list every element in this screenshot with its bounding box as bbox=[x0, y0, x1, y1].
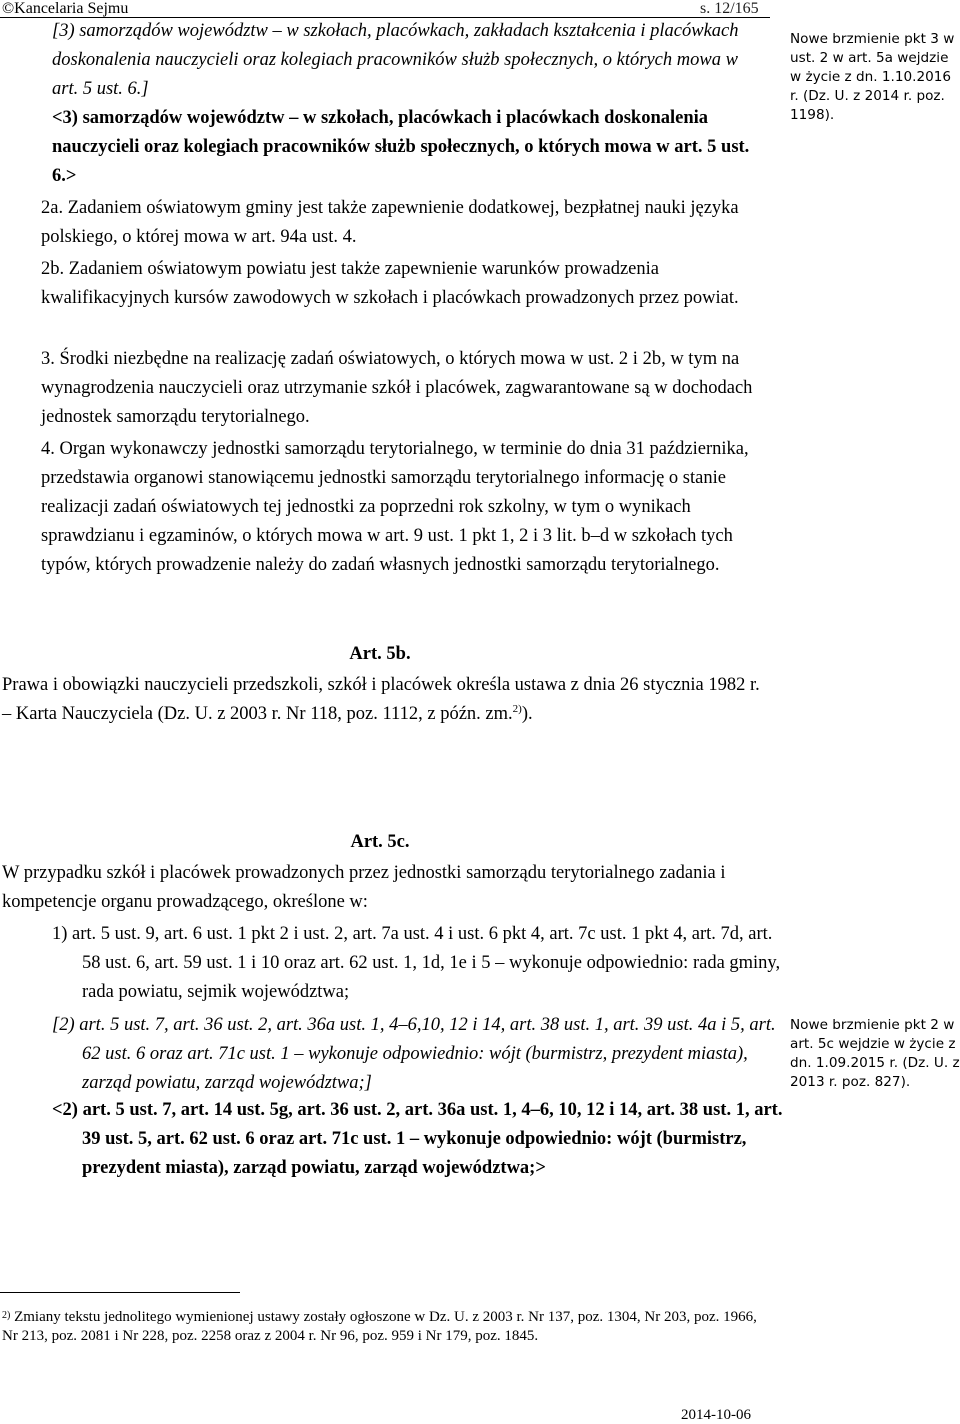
footnote-marker: 2) bbox=[2, 1310, 11, 1321]
copyright-label: ©Kancelaria Sejmu bbox=[2, 0, 129, 17]
paragraph-4: 4. Organ wykonawczy jednostki samorządu terytorialnego, w terminie do dnia 31 października, przedstawia organowi stanowiącemu jednostki samorządu terytorialnego informację o stanie realizacji zadań oświatowych tej jednostki za poprzedni rok szkolny, w tym o wynikach sprawdzianu i egzaminów, o których mowa w art. 9 ust. 1 pkt 1, 2 i 3 lit. b–d w szkołach tych typów, których prowadzenie należy do zadań własnych jednostki samorządu terytorialnego. bbox=[41, 439, 749, 575]
side-note-1: Nowe brzmienie pkt 3 w ust. 2 w art. 5a wejdzie w życie z dn. 1.10.2016 r. (Dz. U. z 2014 r. poz. 1198). bbox=[790, 31, 955, 123]
article-5b-text: Prawa i obowiązki nauczycieli przedszkoli, szkół i placówek określa ustawa z dnia 26 stycznia 1982 r. – Karta Nauczyciela (Dz. U. z 2003 r. Nr 118, poz. 1112, z późn. zm.$^{2)}$). bbox=[2, 675, 760, 724]
article-5c-heading: Art. 5c. bbox=[350, 832, 410, 852]
side-note-2: Nowe brzmienie pkt 2 w art. 5c wejdzie w życie z dn. 1.09.2015 r. (Dz. U. z 2013 r. poz. 827). bbox=[790, 1017, 960, 1090]
footer-date: 2014-10-06 bbox=[681, 1407, 751, 1423]
page-number: s. 12/165 bbox=[700, 0, 759, 17]
paragraph-2b: 2b. Zadaniem oświatowym powiatu jest także zapewnienie warunków prowadzenia kwalifikacyjnych kursów zawodowych w szkołach i placówkach prowadzonych przez powiat. bbox=[41, 259, 739, 308]
footnote bbox=[2, 1308, 772, 1346]
article-5b-heading: Art. 5b. bbox=[349, 644, 411, 664]
article-5c-new-point-2: <2) art. 5 ust. 7, art. 14 ust. 5g, art. 36 ust. 2, art. 36a ust. 1, 4–6, 10, 12 i 14, art. 38 ust. 1, art. 39 ust. 5, art. 62 ust. 6 oraz art. 71c ust. 1 – wykonuje odpowiednio: wójt (burmistrz, prezydent miasta), zarząd powiatu, zarząd województwa;> bbox=[52, 1100, 783, 1178]
old-point-3: [3) samorządów województw – w szkołach, placówkach, zakładach kształcenia i placówkach doskonalenia nauczycieli oraz kolegiach pracowników służb społecznych, o których mowa w art. 5 ust. 6.] bbox=[52, 21, 739, 99]
article-5c-point-1: 1) art. 5 ust. 9, art. 6 ust. 1 pkt 2 i ust. 2, art. 7a ust. 4 i ust. 6 pkt 4, art. 7c ust. 1 pkt 4, art. 7d, art. 58 ust. 6, art. 59 ust. 1 i 10 oraz art. 62 ust. 1, 1d, 1e i 5 – wykonuje odpowiednio: rada gminy, rada powiatu, sejmik województwa; bbox=[52, 924, 781, 1002]
footnote-text: Zmiany tekstu jednolitego wymienionej ustawy zostały ogłoszone w Dz. U. z 2003 r. Nr 137, poz. 1304, Nr 203, poz. 1966, Nr 213, poz. 2081 i Nr 228, poz. 2258 oraz z 2004 r. Nr 96, poz. 959 i Nr 179, poz. 1845. bbox=[2, 1309, 757, 1344]
article-5c-intro: W przypadku szkół i placówek prowadzonych przez jednostki samorządu terytorialnego zadania i kompetencje organu prowadzącego, określone w: bbox=[2, 863, 726, 912]
paragraph-2a: 2a. Zadaniem oświatowym gminy jest także zapewnienie dodatkowej, bezpłatnej nauki języka polskiego, o której mowa w art. 94a ust. 4. bbox=[41, 198, 739, 247]
paragraph-3: 3. Środki niezbędne na realizację zadań oświatowych, o których mowa w ust. 2 i 2b, w tym na wynagrodzenia nauczycieli oraz utrzymanie szkół i placówek, zagwarantowane są w dochodach jednostek samorządu terytorialnego. bbox=[41, 349, 753, 427]
new-point-3: <3) samorządów województw – w szkołach, placówkach i placówkach doskonalenia nauczycieli oraz kolegiach pracowników służb społecznych, o których mowa w art. 5 ust. 6.> bbox=[52, 108, 750, 186]
footnote-ref: 2) bbox=[512, 702, 522, 715]
article-5c-old-point-2: [2) art. 5 ust. 7, art. 36 ust. 2, art. 36a ust. 1, 4–6,10, 12 i 14, art. 38 ust. 1, art. 39 ust. 4a i 5, art. 62 ust. 6 oraz art. 71c ust. 1 – wykonuje odpowiednio: wójt (burmistrz, prezydent miasta), zarząd powiatu, zarząd województwa;] bbox=[52, 1015, 776, 1093]
footnote-rule bbox=[0, 1292, 240, 1293]
